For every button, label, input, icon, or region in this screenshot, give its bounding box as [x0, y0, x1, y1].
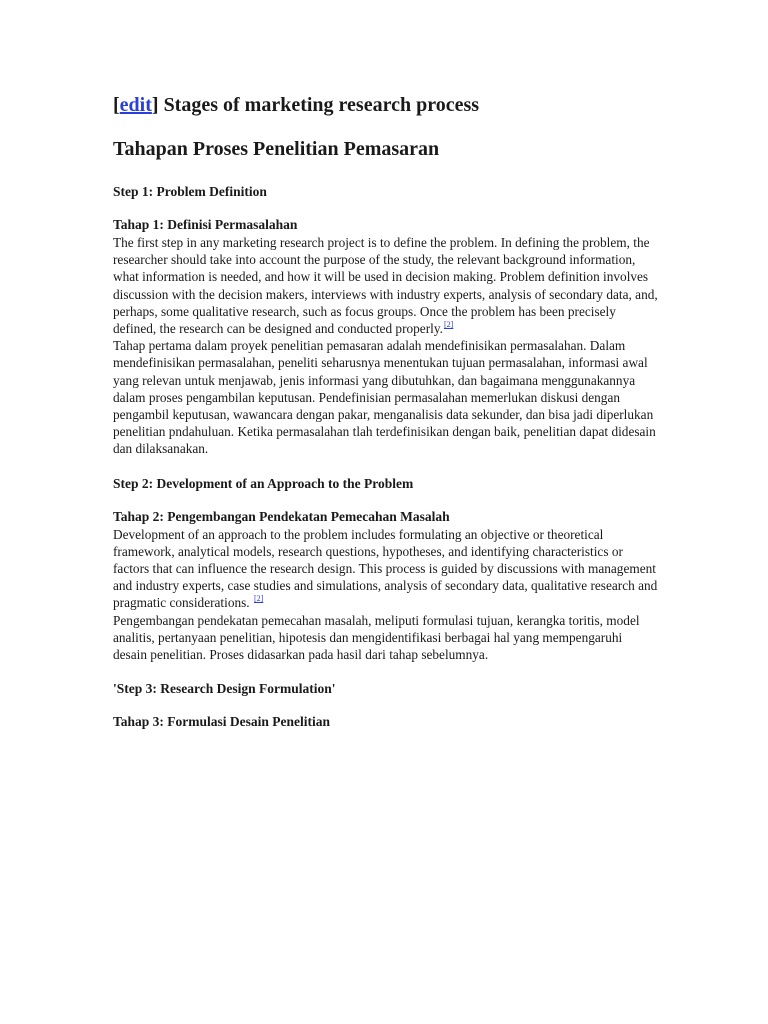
step-2-heading-en: Step 2: Development of an Approach to the Problem	[113, 475, 414, 491]
step-1-heading-id: Tahap 1: Definisi Permasalahan	[113, 217, 298, 232]
edit-bracket-close: ]	[151, 94, 159, 116]
step-3-heading-id: Tahap 3: Formulasi Desain Penelitian	[113, 714, 331, 730]
document-page	[113, 90, 658, 731]
step-2-heading-id: Tahap 2: Pengembangan Pendekatan Pemecahan Masalah	[113, 508, 450, 524]
step-2-paragraph-id: Pengembangan pendekatan pemecahan masalah, meliputi formulasi tujuan, kerangka toritis, model analitis, pertanyaan penelitian, hipotesis dan mengidentifikasi berbagai hal yang mempengaruhi desain penelitian. Proses didasarkan pada hasil dari tahap sebelumnya.	[113, 612, 640, 663]
citation-ref	[254, 594, 263, 603]
citation-link[interactable]: [2]	[253, 594, 264, 604]
citation-link[interactable]: [2]	[443, 320, 454, 330]
edit-bracket-open: [	[113, 94, 120, 116]
step-1-paragraph-id: Tahap pertama dalam proyek penelitian pemasaran adalah mendefinisikan permasalahan. Dalam mendefinisikan permasalahan, peneliti seharusnya menentukan tujuan permasalahan, informasi awal yang relevan untuk menjawab, jenis informasi yang dibutuhkan, dan bagaimana menggunakannya dalam proses pengambilan keputusan. Pendefinisian permasalahan memerlukan diskusi dengan pengambil keputusan, wawancara dengan pakar, menganalisis data sekunder, dan bisa jadi diperlukan penelitian pndahuluan. Ketika permasalahan tlah terdefinisikan dengan baik, penelitian dapat didesain dan dilaksanakan.	[113, 338, 656, 457]
step-1-heading-en: Step 1: Problem Definition	[113, 184, 267, 199]
edit-link[interactable]: edit	[119, 94, 152, 116]
step-3-heading-en: 'Step 3: Research Design Formulation'	[113, 681, 336, 697]
section-title: Stages of marketing research process	[158, 94, 480, 116]
section-subtitle: Tahapan Proses Penelitian Pemasaran	[113, 138, 440, 160]
step-1-paragraph-en	[113, 234, 658, 337]
step-2-text-en: Development of an approach to the problem includes formulating an objective or theoretical framework, analytical models, research questions, hypotheses, and identifying characteristics or factors that can influence the research design. This process is guided by discussions with management and industry experts, case studies and simulations, analysis of secondary data, qualitative research and pragmatic considerations.	[113, 526, 658, 611]
step-1-text-en: The first step in any marketing research project is to define the problem. In defining the problem, the researcher should take into account the purpose of the study, the relevant background information, what information is needed, and how it will be used in decision making. Problem definition involves discussion with the decision makers, interviews with industry experts, analysis of secondary data, and, perhaps, some qualitative research, such as focus groups. Once the problem has been precisely defined, the research can be designed and conducted properly.	[113, 235, 658, 337]
section-heading	[113, 90, 658, 120]
step-2-paragraph-en	[113, 526, 658, 612]
citation-ref	[444, 320, 453, 329]
